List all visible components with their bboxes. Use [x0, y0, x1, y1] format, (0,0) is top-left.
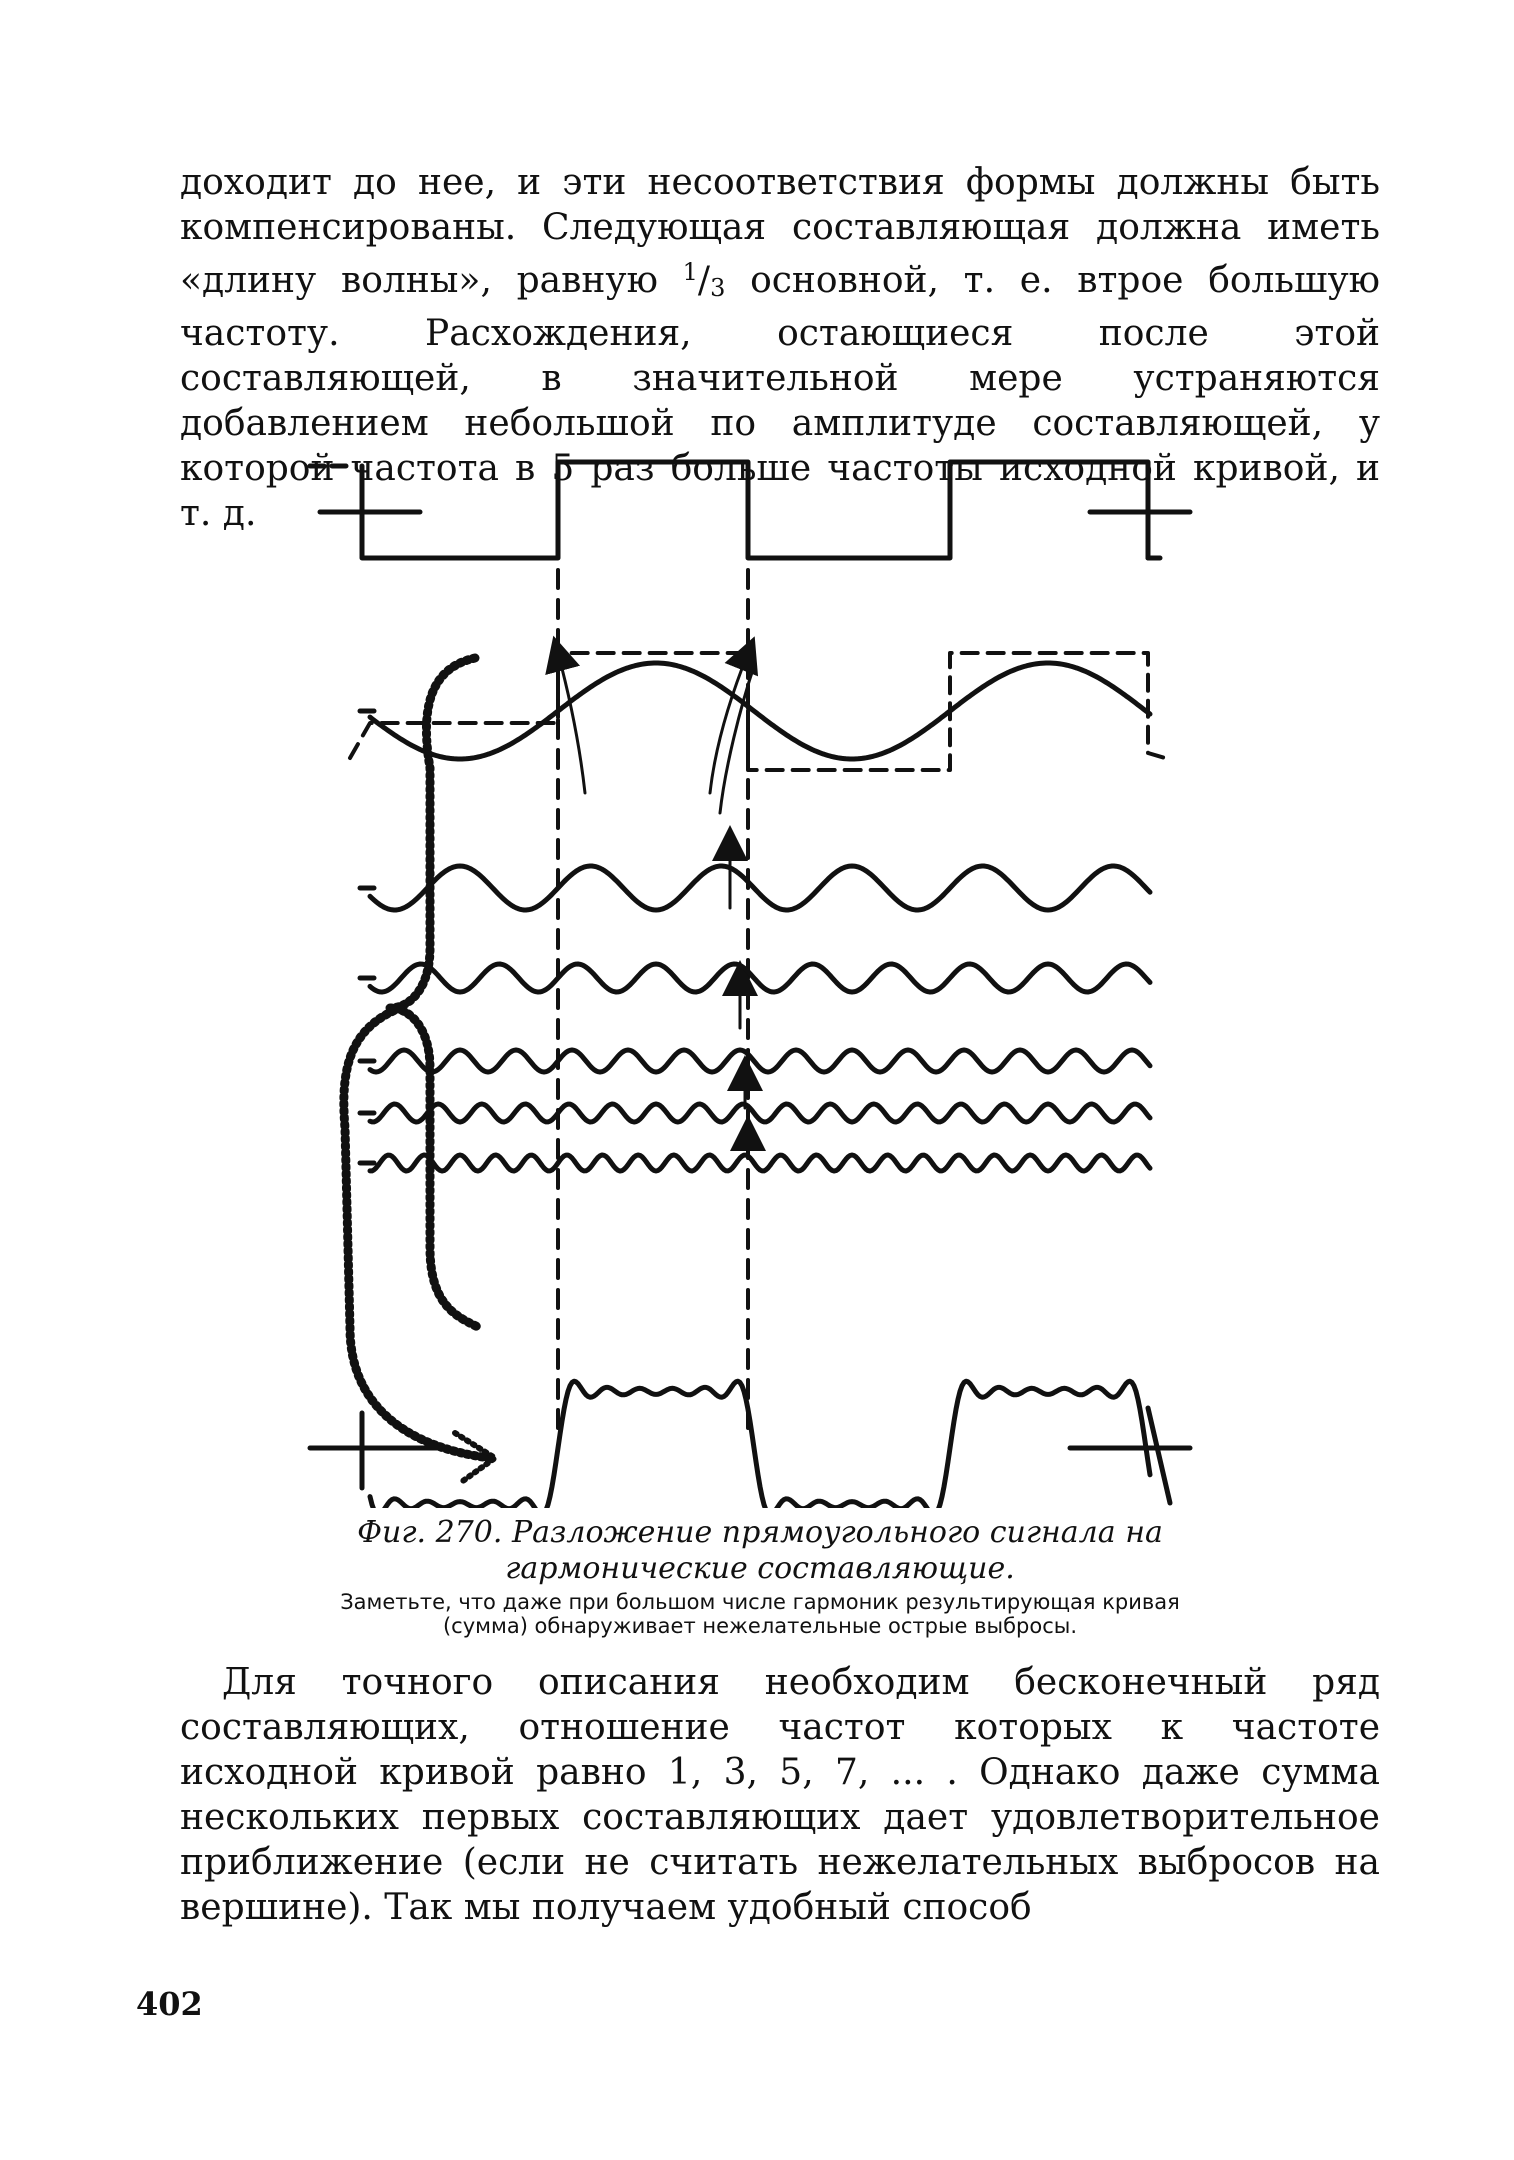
fraction-numerator: 1	[682, 258, 698, 286]
figure-caption-note: Заметьте, что даже при большом числе гармоник результирующая кривая (сумма) обнаруживает нежелательные острые выбросы.	[340, 1590, 1180, 1638]
sum-axis-right-tick	[1148, 1408, 1170, 1503]
paragraph-bottom: Для точного описания необходим бесконечный ряд составляющих, отношение частот которых к частоте исходной кривой равно 1, 3, 5, 7, ... . Однако даже сумма нескольких первых составляющих дает удовлетворительное приближение (если не считать нежелательных выбросов на вершине). Так мы получаем удобный способ	[180, 1662, 1380, 1928]
dotted-arrow-to-sum	[344, 1008, 490, 1458]
harmonic-wave-3	[370, 866, 1150, 910]
figure-caption-title	[330, 1515, 1190, 1587]
harmonic-wave-11	[370, 1155, 1150, 1171]
harmonic-wave-7	[370, 1050, 1150, 1072]
arrow-fundamental-right	[710, 653, 748, 793]
figure-diagram	[290, 448, 1220, 1508]
page-number: 402	[136, 1985, 203, 2023]
paragraph-top: доходит до нее, и эти несоответствия формы должны быть компенсированы. Следующая составляющая должна иметь «длину волны», равную $^1$/3 основной, т. е. втрое большую частоту. Расхождения, остающиеся после этой составляющей, в значительной мере устраняются добавлением небольшой по амплитуде составляющей, у которой частота в 5 раз больше частоты исходной кривой, и т. д.	[180, 162, 1380, 534]
figure-square-wave-decomposition	[290, 448, 1220, 1508]
sum-wave	[370, 1381, 1150, 1508]
harmonic-wave-5	[370, 964, 1150, 992]
square-wave	[362, 462, 1148, 558]
paragraph-top-part-1: доходит до нее, и эти несоответствия формы должны быть компенсированы. Следующая составляющая должна иметь «длину волны», равную	[180, 162, 1380, 301]
arrow-fundamental-left	[558, 653, 585, 793]
harmonic-wave-1	[370, 663, 1150, 759]
fraction-denominator: 3	[710, 274, 726, 302]
paragraph-top-part-2: основной, т. е. втрое большую частоту. Расхождения, остающиеся после этой составляющей, в значительной мере устраняются добавлением небольшой по амплитуде составляющей, у которой частота в 5 раз больше частоты исходной кривой, и т. д.	[180, 260, 1380, 534]
figure-number: Фиг. 270.	[357, 1515, 503, 1550]
figure-title: Разложение прямоугольного сигнала на гармонические составляющие.	[505, 1515, 1163, 1586]
harmonic-wave-9	[370, 1104, 1150, 1122]
